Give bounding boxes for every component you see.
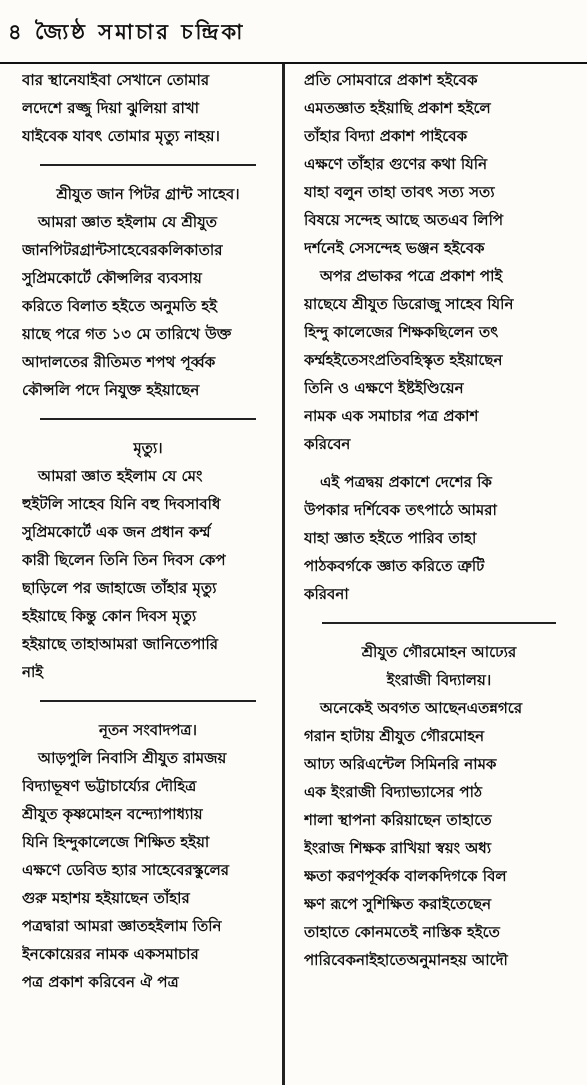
text-line: জানপিটরগ্রান্টসাহেবেরকলিকাতার xyxy=(22,241,223,259)
article-continued xyxy=(304,66,574,262)
text-line: ক্ষণ রূপে সুশিক্ষিত করাইতেছেন xyxy=(304,895,492,913)
text-line: আমরা জ্ঞাত হইলাম যে শ্রীযুত xyxy=(38,213,218,231)
article-two-papers xyxy=(304,468,574,608)
text-line: উপকার দর্শিবেক তৎপাঠে আমরা xyxy=(304,501,497,519)
text-line: আঢ্য অরিএন্টেল সিমিনরি নামক xyxy=(304,755,497,773)
article-death xyxy=(22,434,274,686)
text-line: পারিবেকনাইহাতেঅনুমানহয় আদৌ xyxy=(304,951,508,969)
text-line: এক্ষণে ডেবিড হ্যার সাহেবেরস্কুলের xyxy=(22,861,230,879)
text-line: দর্শনেই সেসন্দেহ ভঞ্জন হইবেক xyxy=(304,239,485,257)
text-line: তাঁহার বিদ্যা প্রকাশ পাইবেক xyxy=(304,127,468,145)
text-line: ক্ষতা করণপূর্ব্বক বালকদিগকে বিল xyxy=(304,867,507,885)
text-line: হিন্দু কালেজের শিক্ষকছিলেন তৎ xyxy=(304,323,499,341)
text-line: যিনি হিন্দুকালেজে শিক্ষিত হইয়া xyxy=(22,833,210,851)
text-line: বিদ্যাভূষণ ভট্টাচার্য্যের দৌহিত্র xyxy=(22,777,197,795)
text-line: সুপ্রিমকোর্টে কৌন্সলির ব্যবসায় xyxy=(22,269,202,287)
right-column xyxy=(304,66,574,974)
section-divider xyxy=(40,418,256,420)
text-line: আদালতের রীতিমত শপথ পূর্ব্বক xyxy=(22,353,216,371)
article-heading: নূতন সংবাদপত্র। xyxy=(99,721,197,739)
text-line: এক ইংরাজী বিদ্যাভ্যাসের পাঠ xyxy=(304,783,482,801)
text-line: য়াছে পরে গত ১৩ মে তারিখে উক্ত xyxy=(22,325,232,343)
article-school xyxy=(304,638,574,974)
intro-paragraph xyxy=(22,66,274,150)
text-line: হইয়াছে তাহাআমরা জানিতেপারি xyxy=(22,635,219,653)
text-line: প্রতি সোমবারে প্রকাশ হইবেক xyxy=(304,71,478,89)
text-line: শালা স্থাপনা করিয়াছেন তাহাতে xyxy=(304,811,492,829)
text-line: যাহা জ্ঞাত হইতে পারিব তাহা xyxy=(304,529,477,547)
text-line: আমরা জ্ঞাত হইলাম যে মেং xyxy=(38,467,203,485)
text-line: পত্রদ্বারা আমরা জ্ঞাতহইলাম তিনি xyxy=(22,917,222,935)
article-heading: মৃত্যু। xyxy=(133,439,163,457)
text-line: তিনি ও এক্ষণে ইষ্টইণ্ডিয়েন xyxy=(304,379,464,397)
text-line: কর্ম্মহইতেসংপ্রতিবহিস্কৃত হইয়াছেন xyxy=(304,351,503,369)
text-line: অপর প্রভাকর পত্রে প্রকাশ পাই xyxy=(320,267,503,285)
text-line: বার স্থানেযাইবা সেখানে তোমার xyxy=(22,71,210,89)
article-prabhakar xyxy=(304,262,574,458)
text-line: করিবেন xyxy=(304,435,351,453)
masthead xyxy=(0,0,587,64)
text-line: য়াছেযে শ্রীযুত ডিরোজু সাহেব যিনি xyxy=(304,295,514,313)
text-line: তাহাতে কোনমতেই নাস্তিক হইতে xyxy=(304,923,500,941)
text-line: অনেকেই অবগত আছেনএতন্নগরে xyxy=(320,699,523,717)
text-line: নামক এক সমাচার পত্র প্রকাশ xyxy=(304,407,479,425)
text-line: করিতে বিলাত হইতে অনুমতি হই xyxy=(22,297,218,315)
text-line: কারী ছিলেন তিনি তিন দিবস কেপ xyxy=(22,551,226,569)
text-line: এই পত্রদ্বয় প্রকাশে দেশের কি xyxy=(320,473,492,491)
text-line: যাইবেক যাবৎ তোমার মৃত্যু নাহয়। xyxy=(22,127,220,145)
text-line: হইয়াছে কিন্তু কোন দিবস মৃত্যু xyxy=(22,607,197,625)
article-grant xyxy=(22,180,274,404)
text-line: হুইটলি সাহেব যিনি বহু দিবসাবধি xyxy=(22,495,221,513)
section-divider xyxy=(40,164,256,166)
text-line: করিবনা xyxy=(304,585,349,603)
text-line: পত্র প্রকাশ করিবেন ঐ পত্র xyxy=(22,973,179,991)
masthead-title: ৪ জ্যৈষ্ঠ সমাচার চন্দ্রিকা xyxy=(8,20,246,44)
text-line: গরান হাটায় শ্রীযুত গৌরমোহন xyxy=(304,727,485,745)
text-line: ইনকোয়েরর নামক একসমাচার xyxy=(22,945,199,963)
text-line: ইংরাজ শিক্ষক রাখিয়া স্বয়ং অধ্য xyxy=(304,839,492,857)
text-line: এমতজ্ঞাত হইয়াছি প্রকাশ হইলে xyxy=(304,99,491,117)
text-line: বিষয়ে সন্দেহ আছে অতএব লিপি xyxy=(304,211,504,229)
article-heading: ইংরাজী বিদ্যালয়। xyxy=(386,671,492,689)
text-line: যাহা বলুন তাহা তাবৎ সত্য সত্য xyxy=(304,183,495,201)
text-line: শ্রীযুত কৃষ্ণমোহন বন্দ্যোপাধ্যায় xyxy=(22,805,203,823)
section-divider xyxy=(322,622,556,624)
text-line: সুপ্রিমকোর্টে এক জন প্রধান কর্ম্ম xyxy=(22,523,211,541)
text-line: নাই xyxy=(22,663,44,681)
article-heading: শ্রীযুত জান পিটর গ্রান্ট সাহেব। xyxy=(56,185,240,203)
text-line: আড়পুলি নিবাসি শ্রীযুত রামজয় xyxy=(38,749,227,767)
column-divider xyxy=(282,64,285,1085)
text-line: পাঠকবর্গকে জ্ঞাত করিতে ত্রুটি xyxy=(304,557,485,575)
spacer xyxy=(304,458,574,468)
text-line: ছাড়িলে পর জাহাজে তাঁহার মৃত্যু xyxy=(22,579,217,597)
text-line: এক্ষণে তাঁহার গুণের কথা যিনি xyxy=(304,155,488,173)
article-new-newspaper xyxy=(22,716,274,996)
text-line: লদেশে রজ্জু দিয়া ঝুলিয়া রাখা xyxy=(22,99,200,117)
text-line: কৌন্সলি পদে নিযুক্ত হইয়াছেন xyxy=(22,381,200,399)
left-column xyxy=(22,66,274,996)
text-line: গুরু মহাশয় হইয়াছেন তাঁহার xyxy=(22,889,190,907)
section-divider xyxy=(40,700,256,702)
article-heading: শ্রীযুত গৌরমোহন আঢ্যের xyxy=(361,643,517,661)
